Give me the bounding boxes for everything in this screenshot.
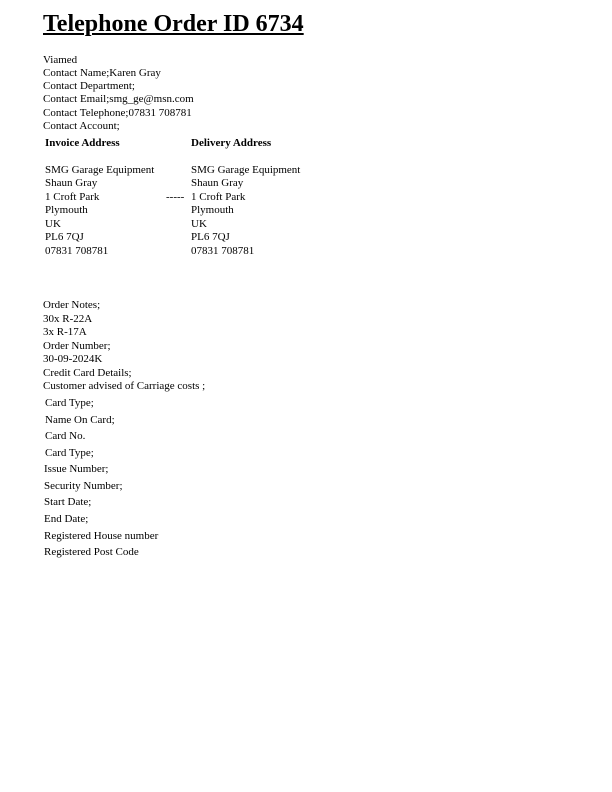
delivery-address-line: Plymouth: [191, 204, 234, 216]
invoice-address-line: 1 Croft Park: [45, 191, 100, 203]
delivery-address-line: 1 Croft Park: [191, 191, 246, 203]
invoice-address-line: SMG Garage Equipment: [45, 164, 155, 176]
delivery-address-line: Shaun Gray: [191, 177, 244, 189]
contact-account: Contact Account;: [43, 120, 120, 132]
card-field-label: Card Type;: [45, 447, 94, 459]
invoice-address-line: UK: [45, 218, 61, 230]
card-field-label: End Date;: [44, 513, 89, 525]
carriage-costs-note: Customer advised of Carriage costs ;: [43, 380, 206, 392]
delivery-address-heading: Delivery Address: [191, 137, 272, 149]
invoice-address-line: 07831 708781: [45, 245, 109, 257]
invoice-address-line: PL6 7QJ: [45, 231, 84, 243]
card-field-label: Registered House number: [44, 530, 159, 542]
contact-department: Contact Department;: [43, 80, 135, 92]
card-field-label: Security Number;: [44, 480, 123, 492]
page-title: Telephone Order ID 6734: [43, 11, 304, 37]
invoice-address-heading: Invoice Address: [45, 137, 120, 149]
credit-card-details-label: Credit Card Details;: [43, 367, 132, 379]
invoice-address-line: Shaun Gray: [45, 177, 98, 189]
order-note-line: 3x R-17A: [43, 326, 87, 338]
delivery-address-line: 07831 708781: [191, 245, 255, 257]
order-number-value: 30-09-2024K: [43, 353, 103, 365]
address-separator: -----: [166, 191, 185, 203]
delivery-address-line: PL6 7QJ: [191, 231, 230, 243]
delivery-address-line: SMG Garage Equipment: [191, 164, 301, 176]
card-field-label: Issue Number;: [44, 463, 109, 475]
contact-email: Contact Email;smg_ge@msn.com: [43, 93, 194, 105]
delivery-address-line: UK: [191, 218, 207, 230]
card-field-label: Registered Post Code: [44, 546, 139, 558]
invoice-address-line: Plymouth: [45, 204, 88, 216]
contact-telephone: Contact Telephone;07831 708781: [43, 107, 192, 119]
card-field-label: Start Date;: [44, 496, 92, 508]
order-notes-label: Order Notes;: [43, 299, 101, 311]
company-name: Viamed: [43, 54, 78, 66]
contact-name: Contact Name;Karen Gray: [43, 67, 161, 79]
order-number-label: Order Number;: [43, 340, 111, 352]
card-field-label: Name On Card;: [45, 414, 115, 426]
card-field-label: Card Type;: [45, 397, 94, 409]
order-note-line: 30x R-22A: [43, 313, 93, 325]
card-field-label: Card No.: [45, 430, 86, 442]
